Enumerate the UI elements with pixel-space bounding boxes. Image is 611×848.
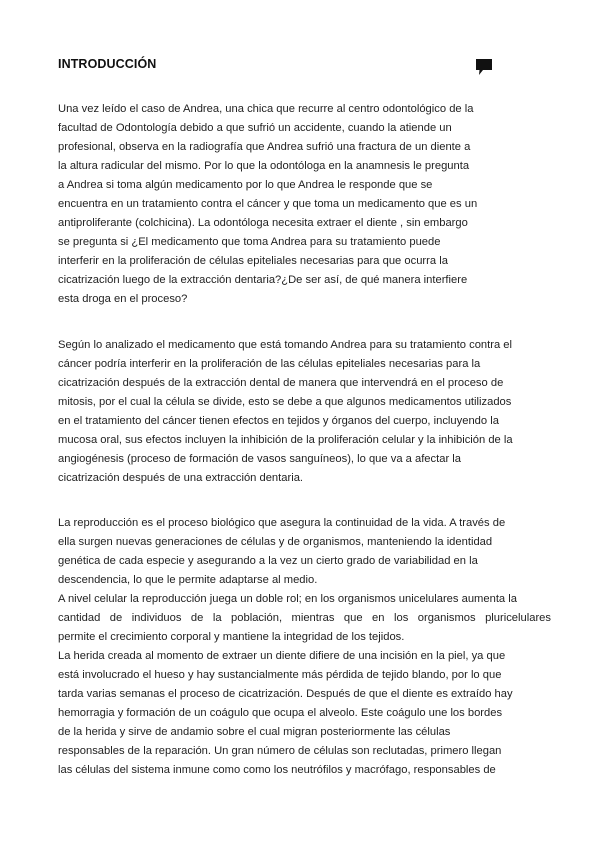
text-line: interferir en la proliferación de células epiteliales necesarias para que ocurra la bbox=[58, 255, 448, 267]
text-line: A nivel celular la reproducción juega un doble rol; en los organismos unicelulares aumenta la bbox=[58, 593, 517, 605]
text-line: angiogénesis (proceso de formación de vasos sanguíneos), lo que va a afectar la bbox=[58, 453, 461, 465]
text-line: profesional, observa en la radiografía que Andrea sufrió una fractura de un diente a bbox=[58, 141, 471, 153]
text-line: genética de cada especie y asegurando a la vez un cierto grado de variabilidad en la bbox=[58, 555, 478, 567]
text-line: cicatrización luego de la extracción dentaria?¿De ser así, de qué manera interfiere bbox=[58, 274, 468, 286]
text-line: se pregunta si ¿El medicamento que toma Andrea para su tratamiento puede bbox=[58, 236, 441, 248]
text-line: la altura radicular del mismo. Por lo que la odontóloga en la anamnesis le pregunta bbox=[58, 160, 470, 172]
text-line: Una vez leído el caso de Andrea, una chica que recurre al centro odontológico de la bbox=[58, 103, 474, 115]
text-line: las células del sistema inmune como como los neutrófilos y macrófago, responsables de bbox=[58, 764, 496, 776]
text-line: responsables de la reparación. Un gran número de células son reclutadas, primero llegan bbox=[58, 745, 502, 757]
text-line: cáncer podría interferir en la proliferación de las células epiteliales necesarias para la bbox=[58, 358, 481, 370]
text-line: descendencia, lo que le permite adaptarse al medio. bbox=[58, 574, 318, 586]
text-line: cantidad de individuos de la población, mientras que en los organismos pluricelulares bbox=[58, 612, 551, 624]
section-heading: INTRODUCCIÓN bbox=[58, 57, 157, 71]
text-line: hemorragia y formación de un coágulo que ocupa el alveolo. Este coágulo une los bordes bbox=[58, 707, 503, 719]
text-line: La herida creada al momento de extraer un diente difiere de una incisión en la piel, ya que bbox=[58, 650, 506, 662]
text-line: de la herida y sirve de andamio sobre el cual migran posteriormente las células bbox=[58, 726, 451, 738]
text-line: a Andrea si toma algún medicamento por lo que Andrea le responde que se bbox=[58, 179, 433, 191]
text-line: Según lo analizado el medicamento que está tomando Andrea para su tratamiento contra el bbox=[58, 339, 513, 351]
text-line: antiproliferante (colchicina). La odontóloga necesita extraer el diente , sin embargo bbox=[58, 217, 468, 229]
text-line: en el tratamiento del cáncer tienen efectos en tejidos y órganos del cuerpo, incluyendo la bbox=[58, 415, 499, 427]
text-line: La reproducción es el proceso biológico que asegura la continuidad de la vida. A través de bbox=[58, 517, 506, 529]
text-line: esta droga en el proceso? bbox=[58, 293, 188, 305]
comment-icon[interactable] bbox=[475, 58, 493, 76]
text-line: encuentra en un tratamiento contra el cáncer y que toma un medicamento que es un bbox=[58, 198, 478, 210]
text-line: cicatrización después de una extracción dentaria. bbox=[58, 472, 304, 484]
text-line: ella surgen nuevas generaciones de células y de organismos, manteniendo la identidad bbox=[58, 536, 493, 548]
text-line: permite el crecimiento corporal y mantiene la integridad de los tejidos. bbox=[58, 631, 405, 643]
text-line: cicatrización después de la extracción dental de manera que intervendrá en el proceso de bbox=[58, 377, 504, 389]
text-line: facultad de Odontología debido a que sufrió un accidente, cuando la atiende un bbox=[58, 122, 452, 134]
text-line: tarda varias semanas el proceso de cicatrización. Después de que el diente es extraído hay bbox=[58, 688, 513, 700]
text-line: mitosis, por el cual la célula se divide, esto se debe a que algunos medicamentos utilizados bbox=[58, 396, 512, 408]
text-line: está involucrado el hueso y hay sustancialmente más pérdida de tejido blando, por lo que bbox=[58, 669, 502, 681]
text-line: mucosa oral, sus efectos incluyen la inhibición de la proliferación celular y la inhibición de la bbox=[58, 434, 513, 446]
